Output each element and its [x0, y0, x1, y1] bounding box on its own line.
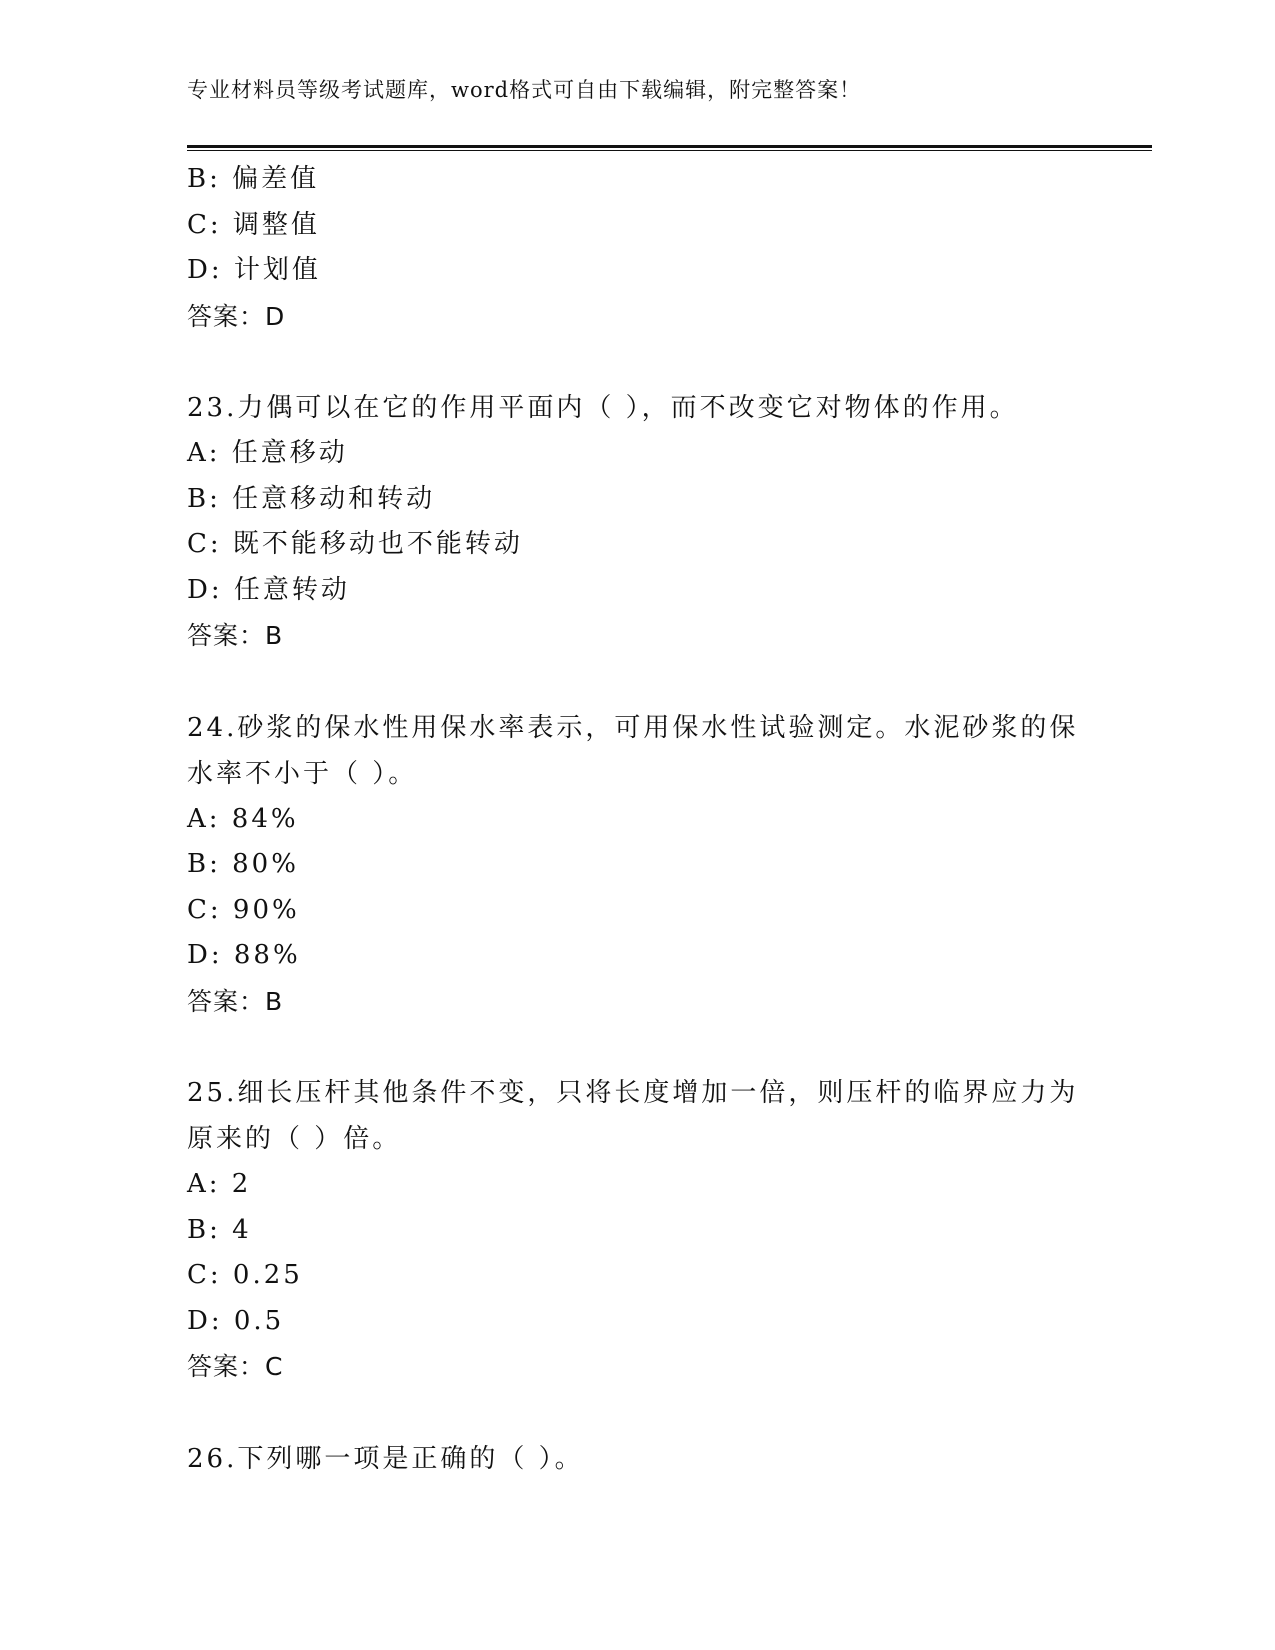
answer-label: 答案：B [187, 621, 284, 650]
question-text: 24.砂浆的保水性用保水率表示，可用保水性试验测定。水泥砂浆的保水率不小于（ ）。 [187, 712, 1079, 789]
option-b: B: 4 [187, 1214, 252, 1245]
option-b: B: 80% [187, 849, 299, 879]
option-c: C: 调整值 [187, 209, 320, 240]
answer-label: 答案：C [187, 1352, 284, 1381]
option-d: D: 计划值 [187, 255, 321, 285]
option-a: A: 84% [187, 803, 299, 834]
header-divider [187, 145, 1152, 151]
option-c: C: 0.25 [187, 1260, 303, 1290]
option-d: D: 0.5 [187, 1305, 285, 1336]
question-23 [187, 385, 1087, 659]
question-24 [187, 705, 1087, 1025]
question-text: 26.下列哪一项是正确的（ ）。 [187, 1443, 584, 1474]
option-a: A: 任意移动 [187, 438, 348, 468]
question-25 [187, 1070, 1087, 1390]
question-text: 25.细长压杆其他条件不变，只将长度增加一倍，则压杆的临界应力为原来的（ ）倍。 [187, 1078, 1079, 1154]
option-c: C: 既不能移动也不能转动 [187, 529, 523, 559]
option-b: B: 任意移动和转动 [187, 483, 436, 514]
previous-question-tail [187, 157, 1087, 339]
option-c: C: 90% [187, 894, 300, 925]
answer-label: 答案：D [187, 301, 286, 331]
spacer [187, 659, 1087, 705]
question-list [187, 157, 1087, 1482]
option-d: D: 任意转动 [187, 574, 350, 605]
option-d: D: 88% [187, 940, 301, 970]
option-b: B: 偏差值 [187, 164, 320, 194]
question-text: 23.力偶可以在它的作用平面内（ ），而不改变它对物体的作用。 [187, 393, 1019, 423]
page-header-title: 专业材料员等级考试题库，word格式可自由下载编辑，附完整答案！ [187, 78, 862, 102]
question-26 [187, 1436, 1087, 1482]
spacer [187, 339, 1087, 385]
spacer [187, 1390, 1087, 1436]
option-a: A: 2 [187, 1169, 252, 1199]
spacer [187, 1024, 1087, 1070]
answer-label: 答案：B [187, 986, 284, 1016]
